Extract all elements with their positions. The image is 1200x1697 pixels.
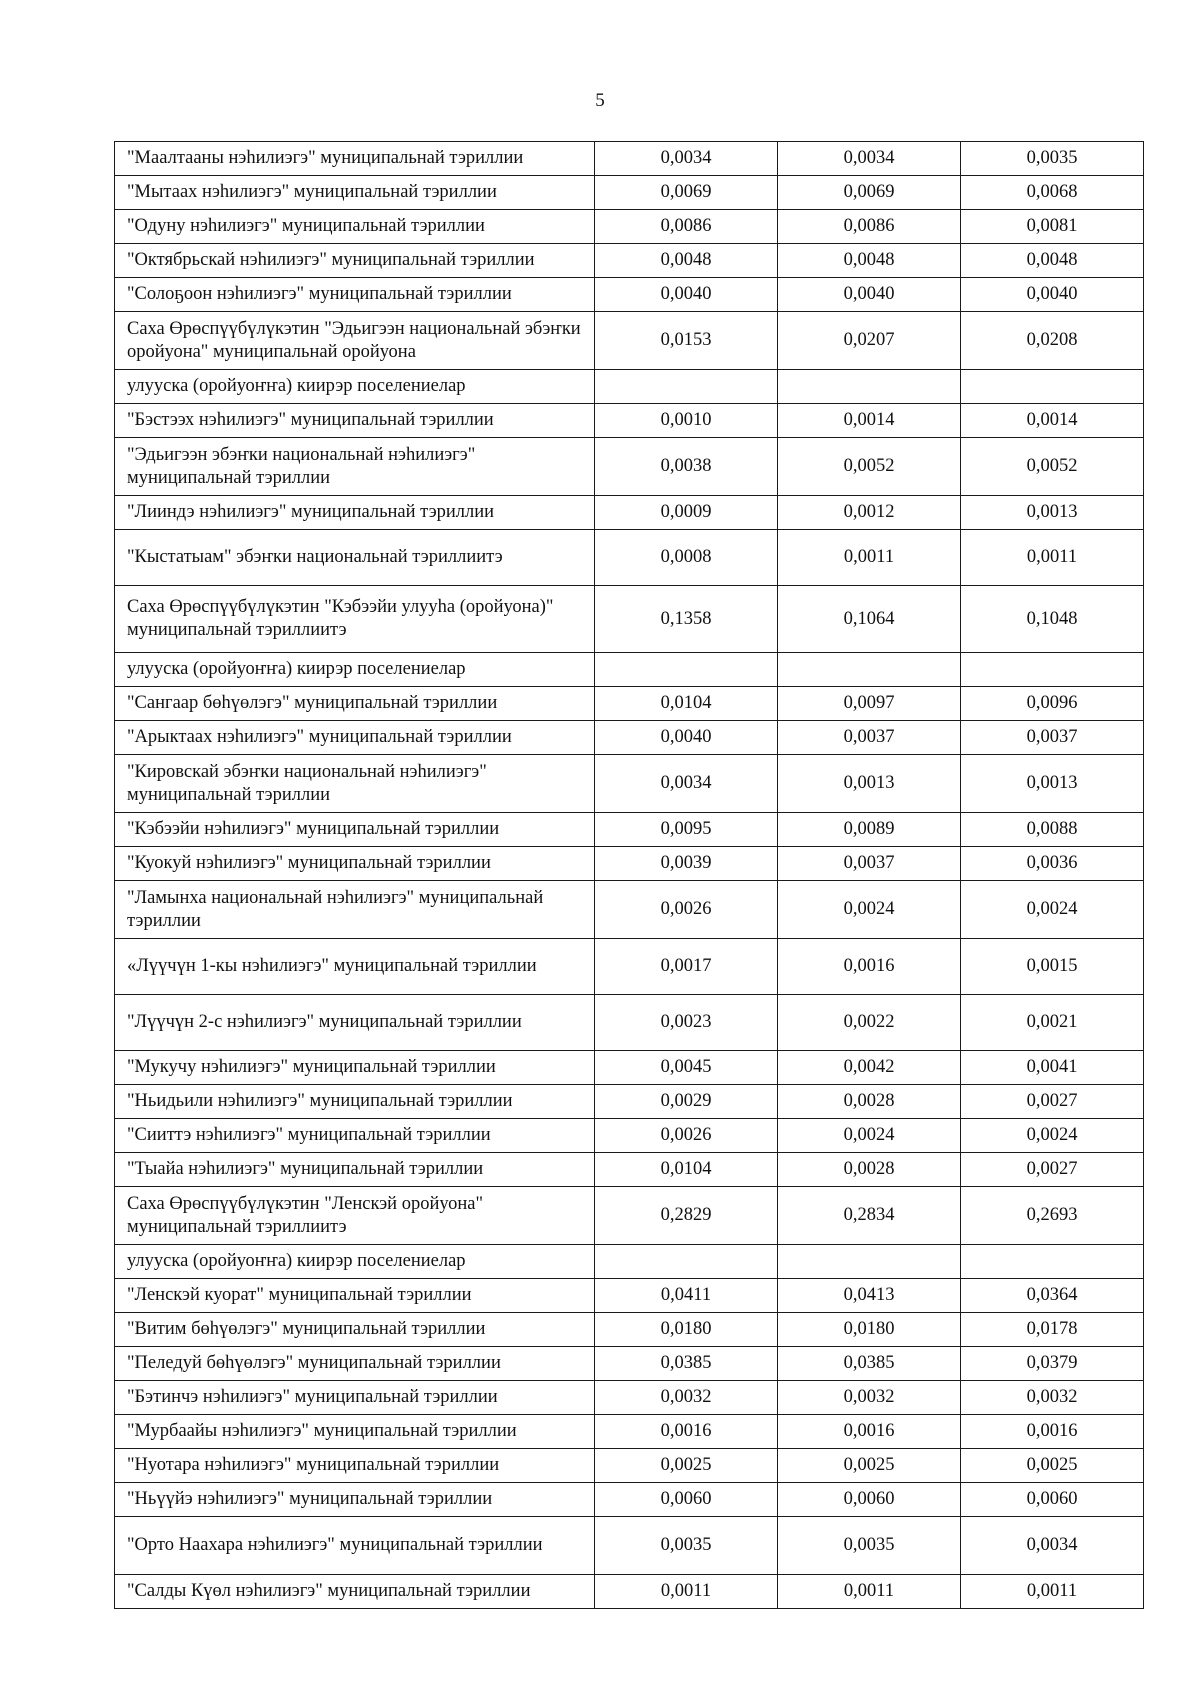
row-value-2: 0,0385 xyxy=(778,1347,961,1381)
row-value-2: 0,0032 xyxy=(778,1381,961,1415)
row-value-1: 0,0025 xyxy=(595,1449,778,1483)
row-value-3: 0,0034 xyxy=(961,1517,1144,1575)
row-value-2: 0,0180 xyxy=(778,1313,961,1347)
table-row xyxy=(115,1483,1144,1517)
row-name: "Пеледуй бөhүөлэгэ" муниципальнай тэриллии xyxy=(115,1347,595,1381)
row-value-1: 0,0060 xyxy=(595,1483,778,1517)
table-row xyxy=(115,586,1144,653)
row-value-2: 0,0037 xyxy=(778,847,961,881)
row-value-1: 0,0039 xyxy=(595,847,778,881)
row-name: "Ньүүйэ нэhилиэгэ" муниципальнай тэриллии xyxy=(115,1483,595,1517)
table-row xyxy=(115,1381,1144,1415)
row-value-1: 0,2829 xyxy=(595,1187,778,1245)
row-value-1: 0,0035 xyxy=(595,1517,778,1575)
row-name: "Кировскай эбэҥки национальнай нэhилиэгэ" муниципальнай тэриллии xyxy=(115,755,595,813)
row-name: "Бэтинчэ нэhилиэгэ" муниципальнай тэриллии xyxy=(115,1381,595,1415)
row-value-1: 0,0032 xyxy=(595,1381,778,1415)
row-value-2: 0,0048 xyxy=(778,244,961,278)
table-row xyxy=(115,1415,1144,1449)
row-value-1: 0,0016 xyxy=(595,1415,778,1449)
row-name: "Солоҕоон нэhилиэгэ" муниципальнай тэриллии xyxy=(115,278,595,312)
table-row xyxy=(115,687,1144,721)
row-value-1: 0,0017 xyxy=(595,939,778,995)
row-name: "Одуну нэhилиэгэ" муниципальнай тэриллии xyxy=(115,210,595,244)
row-value-2: 0,0024 xyxy=(778,1119,961,1153)
row-value-2: 0,0016 xyxy=(778,939,961,995)
row-value-2: 0,0052 xyxy=(778,438,961,496)
table-row xyxy=(115,278,1144,312)
row-value-2: 0,0035 xyxy=(778,1517,961,1575)
row-value-2: 0,0025 xyxy=(778,1449,961,1483)
row-name: "Куокуй нэhилиэгэ" муниципальнай тэриллии xyxy=(115,847,595,881)
row-value-3: 0,0178 xyxy=(961,1313,1144,1347)
row-value-3: 0,0032 xyxy=(961,1381,1144,1415)
row-name: Саха Өрөспүүбүлүкэтин "Эдьигээн национальнай эбэҥки оройуона" муниципальнай оройуона xyxy=(115,312,595,370)
row-value-2: 0,0089 xyxy=(778,813,961,847)
distribution-table xyxy=(114,141,1144,1609)
row-value-2: 0,0028 xyxy=(778,1153,961,1187)
row-value-1: 0,0069 xyxy=(595,176,778,210)
row-value-3: 0,0208 xyxy=(961,312,1144,370)
row-value-1 xyxy=(595,653,778,687)
row-value-2: 0,0060 xyxy=(778,1483,961,1517)
table-row xyxy=(115,496,1144,530)
row-value-1: 0,0040 xyxy=(595,278,778,312)
row-value-2: 0,0069 xyxy=(778,176,961,210)
table-row xyxy=(115,1119,1144,1153)
table-row xyxy=(115,1051,1144,1085)
row-value-1: 0,0009 xyxy=(595,496,778,530)
row-value-2: 0,0011 xyxy=(778,1575,961,1609)
row-value-2: 0,0014 xyxy=(778,404,961,438)
row-name: "Нуотара нэhилиэгэ" муниципальнай тэриллии xyxy=(115,1449,595,1483)
row-value-3: 0,0040 xyxy=(961,278,1144,312)
row-value-1: 0,0034 xyxy=(595,142,778,176)
row-value-2: 0,0022 xyxy=(778,995,961,1051)
row-value-3: 0,0052 xyxy=(961,438,1144,496)
row-name: улууска (оройуоҥҥа) киирэр поселениелар xyxy=(115,370,595,404)
row-value-1: 0,0086 xyxy=(595,210,778,244)
row-value-2: 0,0013 xyxy=(778,755,961,813)
table-row xyxy=(115,1153,1144,1187)
row-value-2 xyxy=(778,653,961,687)
row-name: "Арыктаах нэhилиэгэ" муниципальнай тэриллии xyxy=(115,721,595,755)
row-value-3: 0,0081 xyxy=(961,210,1144,244)
table-row xyxy=(115,1347,1144,1381)
page-number: 5 xyxy=(595,90,605,111)
row-name: Саха Өрөспүүбүлүкэтин "Ленскэй оройуона" муниципальнай тэриллиитэ xyxy=(115,1187,595,1245)
row-value-3: 0,0024 xyxy=(961,1119,1144,1153)
row-value-1: 0,0026 xyxy=(595,881,778,939)
row-value-1 xyxy=(595,370,778,404)
row-value-2: 0,0016 xyxy=(778,1415,961,1449)
row-value-3: 0,0379 xyxy=(961,1347,1144,1381)
row-value-2: 0,0040 xyxy=(778,278,961,312)
row-value-3: 0,0036 xyxy=(961,847,1144,881)
table-row xyxy=(115,438,1144,496)
row-value-1: 0,0011 xyxy=(595,1575,778,1609)
row-name: "Бэстээх нэhилиэгэ" муниципальнай тэриллии xyxy=(115,404,595,438)
table-row xyxy=(115,176,1144,210)
table-row xyxy=(115,813,1144,847)
row-name: "Кэбээйи нэhилиэгэ" муниципальнай тэриллии xyxy=(115,813,595,847)
table-row xyxy=(115,721,1144,755)
row-name: "Мурбаайы нэhилиэгэ" муниципальнай тэриллии xyxy=(115,1415,595,1449)
row-value-3: 0,0016 xyxy=(961,1415,1144,1449)
table-row xyxy=(115,1245,1144,1279)
row-name: "Мукучу нэhилиэгэ" муниципальнай тэриллии xyxy=(115,1051,595,1085)
row-value-1: 0,0095 xyxy=(595,813,778,847)
row-value-3 xyxy=(961,653,1144,687)
row-value-3: 0,0068 xyxy=(961,176,1144,210)
row-value-3: 0,0013 xyxy=(961,755,1144,813)
table-row xyxy=(115,653,1144,687)
row-name: улууска (оройуоҥҥа) киирэр поселениелар xyxy=(115,653,595,687)
row-value-1: 0,0029 xyxy=(595,1085,778,1119)
row-name: Саха Өрөспүүбүлүкэтин "Кэбээйи улууhа (оройуона)" муниципальнай тэриллиитэ xyxy=(115,586,595,653)
row-name: "Эдьигээн эбэҥки национальнай нэhилиэгэ" муниципальнай тэриллии xyxy=(115,438,595,496)
row-value-2: 0,0042 xyxy=(778,1051,961,1085)
row-value-3: 0,0096 xyxy=(961,687,1144,721)
row-value-2: 0,0012 xyxy=(778,496,961,530)
row-value-2: 0,0413 xyxy=(778,1279,961,1313)
row-name: "Ленскэй куорат" муниципальнай тэриллии xyxy=(115,1279,595,1313)
row-value-3: 0,0011 xyxy=(961,530,1144,586)
table-row xyxy=(115,210,1144,244)
table-row xyxy=(115,1085,1144,1119)
table-row xyxy=(115,1517,1144,1575)
row-value-1: 0,0038 xyxy=(595,438,778,496)
row-value-2: 0,0207 xyxy=(778,312,961,370)
row-value-3: 0,0027 xyxy=(961,1085,1144,1119)
row-value-3: 0,0013 xyxy=(961,496,1144,530)
row-value-3: 0,0027 xyxy=(961,1153,1144,1187)
row-name: улууска (оройуоҥҥа) киирэр поселениелар xyxy=(115,1245,595,1279)
row-value-3 xyxy=(961,370,1144,404)
table-row xyxy=(115,755,1144,813)
row-value-1: 0,0048 xyxy=(595,244,778,278)
table-row xyxy=(115,1449,1144,1483)
row-value-2: 0,0037 xyxy=(778,721,961,755)
row-name: "Тыайа нэhилиэгэ" муниципальнай тэриллии xyxy=(115,1153,595,1187)
row-value-1: 0,0040 xyxy=(595,721,778,755)
table-row xyxy=(115,370,1144,404)
row-value-2: 0,0097 xyxy=(778,687,961,721)
table-row xyxy=(115,995,1144,1051)
table-row xyxy=(115,404,1144,438)
table-row xyxy=(115,530,1144,586)
row-value-1: 0,0104 xyxy=(595,1153,778,1187)
row-name: «Лүүчүн 1-кы нэhилиэгэ" муниципальнай тэриллии xyxy=(115,939,595,995)
row-value-1: 0,0180 xyxy=(595,1313,778,1347)
table-row xyxy=(115,881,1144,939)
row-value-2: 0,2834 xyxy=(778,1187,961,1245)
table-row xyxy=(115,847,1144,881)
row-value-3 xyxy=(961,1245,1144,1279)
row-name: "Витим бөhүөлэгэ" муниципальнай тэриллии xyxy=(115,1313,595,1347)
row-value-3: 0,0364 xyxy=(961,1279,1144,1313)
row-value-3: 0,0014 xyxy=(961,404,1144,438)
row-value-1: 0,0153 xyxy=(595,312,778,370)
row-value-3: 0,1048 xyxy=(961,586,1144,653)
row-value-1: 0,0045 xyxy=(595,1051,778,1085)
row-name: "Маалтааны нэhилиэгэ" муниципальнай тэриллии xyxy=(115,142,595,176)
row-value-1: 0,0104 xyxy=(595,687,778,721)
row-name: "Сииттэ нэhилиэгэ" муниципальнай тэриллии xyxy=(115,1119,595,1153)
row-name: "Ламынха национальнай нэhилиэгэ" муниципальнай тэриллии xyxy=(115,881,595,939)
row-value-3: 0,2693 xyxy=(961,1187,1144,1245)
row-value-1 xyxy=(595,1245,778,1279)
row-name: "Ньидьили нэhилиэгэ" муниципальнай тэриллии xyxy=(115,1085,595,1119)
row-value-3: 0,0088 xyxy=(961,813,1144,847)
row-value-1: 0,0026 xyxy=(595,1119,778,1153)
row-value-3: 0,0060 xyxy=(961,1483,1144,1517)
row-value-1: 0,0010 xyxy=(595,404,778,438)
table-row xyxy=(115,1575,1144,1609)
row-value-2: 0,0011 xyxy=(778,530,961,586)
row-value-1: 0,0034 xyxy=(595,755,778,813)
row-value-2: 0,0086 xyxy=(778,210,961,244)
row-value-3: 0,0015 xyxy=(961,939,1144,995)
row-name: "Орто Наахара нэhилиэгэ" муниципальнай тэриллии xyxy=(115,1517,595,1575)
row-name: "Мытаах нэhилиэгэ" муниципальнай тэриллии xyxy=(115,176,595,210)
row-value-3: 0,0025 xyxy=(961,1449,1144,1483)
row-value-1: 0,0023 xyxy=(595,995,778,1051)
table-row xyxy=(115,312,1144,370)
table-row xyxy=(115,244,1144,278)
row-value-2: 0,0024 xyxy=(778,881,961,939)
row-value-2 xyxy=(778,1245,961,1279)
row-name: "Кыстатыам" эбэҥки национальнай тэриллиитэ xyxy=(115,530,595,586)
row-value-3: 0,0011 xyxy=(961,1575,1144,1609)
row-value-3: 0,0048 xyxy=(961,244,1144,278)
table-row xyxy=(115,1187,1144,1245)
row-value-3: 0,0024 xyxy=(961,881,1144,939)
row-name: "Октябрьскай нэhилиэгэ" муниципальнай тэриллии xyxy=(115,244,595,278)
row-value-3: 0,0041 xyxy=(961,1051,1144,1085)
row-value-1: 0,0411 xyxy=(595,1279,778,1313)
row-name: "Лүүчүн 2-с нэhилиэгэ" муниципальнай тэриллии xyxy=(115,995,595,1051)
table-row xyxy=(115,939,1144,995)
table-row xyxy=(115,1313,1144,1347)
row-value-2: 0,1064 xyxy=(778,586,961,653)
row-value-1: 0,0385 xyxy=(595,1347,778,1381)
table-row xyxy=(115,1279,1144,1313)
row-value-3: 0,0035 xyxy=(961,142,1144,176)
row-value-1: 0,1358 xyxy=(595,586,778,653)
row-value-2: 0,0028 xyxy=(778,1085,961,1119)
row-value-2 xyxy=(778,370,961,404)
row-name: "Салды Күөл нэhилиэгэ" муниципальнай тэриллии xyxy=(115,1575,595,1609)
row-name: "Лииндэ нэhилиэгэ" муниципальнай тэриллии xyxy=(115,496,595,530)
row-value-3: 0,0021 xyxy=(961,995,1144,1051)
row-value-2: 0,0034 xyxy=(778,142,961,176)
row-name: "Сангаар бөhүөлэгэ" муниципальнай тэриллии xyxy=(115,687,595,721)
table-row xyxy=(115,142,1144,176)
row-value-3: 0,0037 xyxy=(961,721,1144,755)
row-value-1: 0,0008 xyxy=(595,530,778,586)
